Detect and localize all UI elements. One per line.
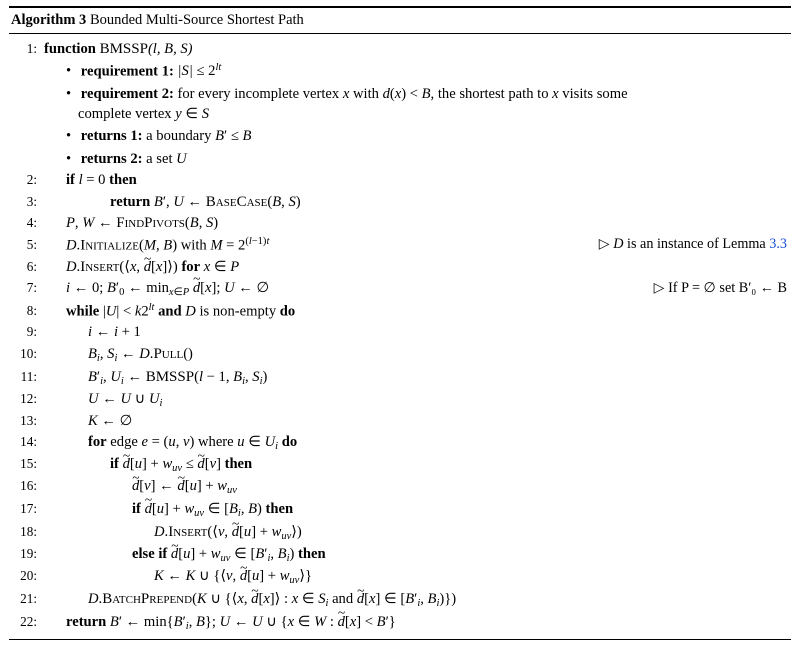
bullet-body	[44, 84, 789, 124]
line-number: 3:	[26, 193, 37, 209]
algorithm-title-text: Bounded Multi-Source Shortest Path	[89, 12, 304, 28]
keyword-return: return	[110, 193, 151, 210]
keyword-if: if	[132, 500, 141, 517]
bullet-label: returns 1:	[80, 128, 143, 145]
comment-text: is an instance of Lemma	[627, 236, 766, 253]
bullet-body	[44, 126, 251, 146]
algorithm-title	[5, 8, 795, 33]
line-number: 21:	[20, 591, 37, 607]
algorithm-line	[11, 343, 789, 366]
line-comment: ▷ If P = ∅ set B′₀ ← B	[653, 279, 787, 296]
proc-name-insert: Insert	[80, 259, 120, 276]
line-number: 17:	[20, 500, 37, 516]
line-body: D.BatchPrepend(K ∪ {⟨x, ~ d[x]⟩ : x ∈ $S_i$ and ~ d[x] ∈ [$B'_i$, $B_i$)})	[44, 589, 789, 611]
bullet-body	[44, 149, 187, 169]
algorithm-line	[11, 589, 789, 612]
algorithm-line	[11, 499, 789, 521]
line-body: D.Initialize(M, B) with $M = 2^{(l-1)t}$ ▷ D is an instance of Lemma 3.3	[66, 236, 787, 254]
line-number: 20:	[20, 568, 37, 584]
line-body: for edge e = (u, v) where u ∈ $U_i$ do	[88, 434, 298, 452]
proc-name-initialize: Initialize	[80, 237, 139, 254]
keyword-if: if	[110, 456, 119, 473]
proc-name-bmssp-rec: BMSSP	[145, 368, 195, 385]
keyword-and-inline: and	[332, 591, 354, 608]
algorithm-line	[11, 389, 789, 411]
algorithm-line	[11, 38, 789, 60]
proc-name-insert: Insert	[168, 523, 208, 540]
algorithm-line	[11, 234, 789, 256]
keyword-edge: edge	[110, 434, 138, 451]
line-number: 2:	[26, 171, 37, 187]
comment-marker: ▷	[598, 236, 610, 253]
line-number: 6:	[26, 259, 37, 275]
proc-name-bmssp: BMSSP	[99, 40, 148, 57]
phrase-non-empty: is non-empty	[199, 303, 277, 320]
line-number: 10:	[20, 345, 37, 361]
bullet-text: $|S| \le 2^{lt}$	[177, 62, 222, 80]
line-number: 1:	[26, 40, 37, 56]
keyword-return: return	[66, 613, 107, 630]
line-body: $B_i$, $S_i$ ← D.Pull()	[88, 345, 193, 364]
proc-name-findpivots: FindPivots	[116, 215, 185, 232]
keyword-then: then	[298, 546, 326, 563]
line-body: i ← 0; $B'_0$ ← $\min_{x\in P}$ ~ d[x]; U ← ∅ ▷ If P = ∅ set B′₀ ← B	[44, 279, 789, 300]
keyword-then: then	[265, 500, 294, 517]
line-body: if ~ $d[u] + w_{uv}$ ∈ [$B_i$, B) then	[44, 500, 789, 521]
algorithm-line	[11, 170, 789, 191]
keyword-for: for	[181, 259, 201, 276]
lemma-reference-link[interactable]: 3.3	[769, 236, 787, 253]
line-body: P, W ← FindPivots(B, S)	[66, 215, 219, 232]
line-body: function BMSSP(l, B, S)	[44, 40, 193, 57]
line-body: if ~ $d[u] + w_{uv}$ ≤ ~ d[v] then	[44, 455, 789, 476]
keyword-then: then	[224, 456, 253, 473]
line-number: 11:	[20, 368, 37, 384]
bullet-label: requirement 2:	[80, 85, 174, 102]
bullet-label: requirement 1:	[80, 63, 174, 80]
line-number: 15:	[20, 456, 37, 472]
line-body: K ← ∅	[88, 413, 133, 430]
proc-name-pull: Pull	[153, 345, 184, 362]
keyword-and: and	[158, 303, 182, 320]
algorithm-line	[11, 256, 789, 278]
keyword-while: while	[66, 303, 100, 320]
bottom-rule	[9, 639, 791, 640]
algorithm-lines	[5, 34, 795, 639]
keyword-if: if	[66, 171, 75, 188]
keyword-where: where	[197, 434, 234, 451]
line-number: 18:	[20, 523, 37, 539]
line-number: 19:	[20, 546, 37, 562]
algorithm-line	[11, 191, 789, 213]
line-number: 12:	[20, 391, 37, 407]
line-body: i ← i + 1	[88, 323, 141, 340]
bullet-dot-icon: •	[66, 128, 72, 145]
line-number: 4:	[26, 215, 37, 231]
algorithm-label: Algorithm 3	[11, 12, 87, 28]
line-body: return B′ ← $\min\{B'_i$, B}; U ← U ∪ {x ∈ W : ~ d[x] < B′}	[44, 613, 789, 634]
algorithm-line	[11, 278, 789, 300]
algorithm-line	[11, 612, 789, 634]
line-number: 9:	[26, 323, 37, 339]
line-body: else if ~ $d[u] + w_{uv}$ ∈ [$B'_i$, $B_i$) then	[44, 545, 789, 566]
line-number: 16:	[20, 478, 37, 494]
bullet-dot-icon: •	[66, 150, 72, 167]
line-number: 7:	[26, 279, 37, 295]
bullet-dot-icon: •	[66, 85, 72, 102]
keyword-do: do	[281, 434, 298, 451]
algorithm-line	[11, 477, 789, 499]
algorithm-line	[11, 544, 789, 566]
keyword-function: function	[44, 40, 96, 57]
algorithm-bullet	[11, 60, 789, 83]
keyword-else-if: else if	[132, 546, 168, 563]
algorithm-line	[11, 322, 789, 343]
bullet-label: returns 2:	[80, 150, 143, 167]
algorithm-line	[11, 521, 789, 544]
algorithm-block	[5, 0, 795, 640]
algorithm-line	[11, 567, 789, 589]
bullet-text: a set U	[146, 150, 187, 167]
algorithm-bullet	[11, 125, 789, 148]
bullet-body	[44, 61, 221, 81]
proc-name-batchprepend: BatchPrepend	[102, 591, 193, 608]
proc-name-basecase: BaseCase	[205, 193, 268, 210]
algorithm-line	[11, 213, 789, 235]
bullet-dot-icon: •	[66, 63, 72, 80]
line-body: while $|U| < k2^{lt}$ and D is non-empty do	[66, 301, 296, 320]
bullet-text: a boundary B′ ≤ B	[146, 128, 252, 145]
algorithm-bullet	[11, 148, 789, 171]
line-body: ~ d[v] ← ~ $d[u] + w_{uv}$	[44, 477, 789, 498]
line-number: 5:	[26, 237, 37, 253]
algorithm-line	[11, 412, 789, 433]
line-body: $B'_i$, $U_i$ ← BMSSP(l − 1, $B_i$, $S_i$)	[88, 368, 268, 387]
line-body: D.Insert(⟨v, ~ $d[u] + w_{uv}⟩$)	[44, 522, 789, 544]
algorithm-line	[11, 366, 789, 389]
algorithm-line	[11, 300, 789, 322]
bullet-text: for every incomplete vertex x with d(x) < B, the shortest path to x visits some complete vertex y ∈ S	[78, 85, 628, 122]
keyword-then: then	[109, 171, 137, 188]
line-number: 8:	[26, 303, 37, 319]
algorithm-line	[11, 455, 789, 477]
keyword-with: with	[180, 237, 207, 254]
line-body: return B′, U ← BaseCase(B, S)	[110, 193, 301, 210]
line-body: if l = 0 then	[66, 171, 137, 188]
keyword-do: do	[279, 303, 296, 320]
line-number: 22:	[20, 613, 37, 629]
line-body: K ← K ∪ {⟨v, ~ $d[u] + w_{uv}⟩$}	[44, 567, 789, 588]
line-comment: ▷ D is an instance of Lemma 3.3	[598, 236, 787, 253]
line-number: 13:	[20, 413, 37, 429]
algorithm-bullet	[11, 83, 789, 126]
line-number: 14:	[20, 434, 37, 450]
line-body: D.Insert(⟨x, ~ d[x]⟩) for x ∈ P	[44, 257, 789, 278]
line-body: U ← U ∪ $U_i$	[88, 391, 163, 410]
keyword-for: for	[88, 434, 107, 451]
